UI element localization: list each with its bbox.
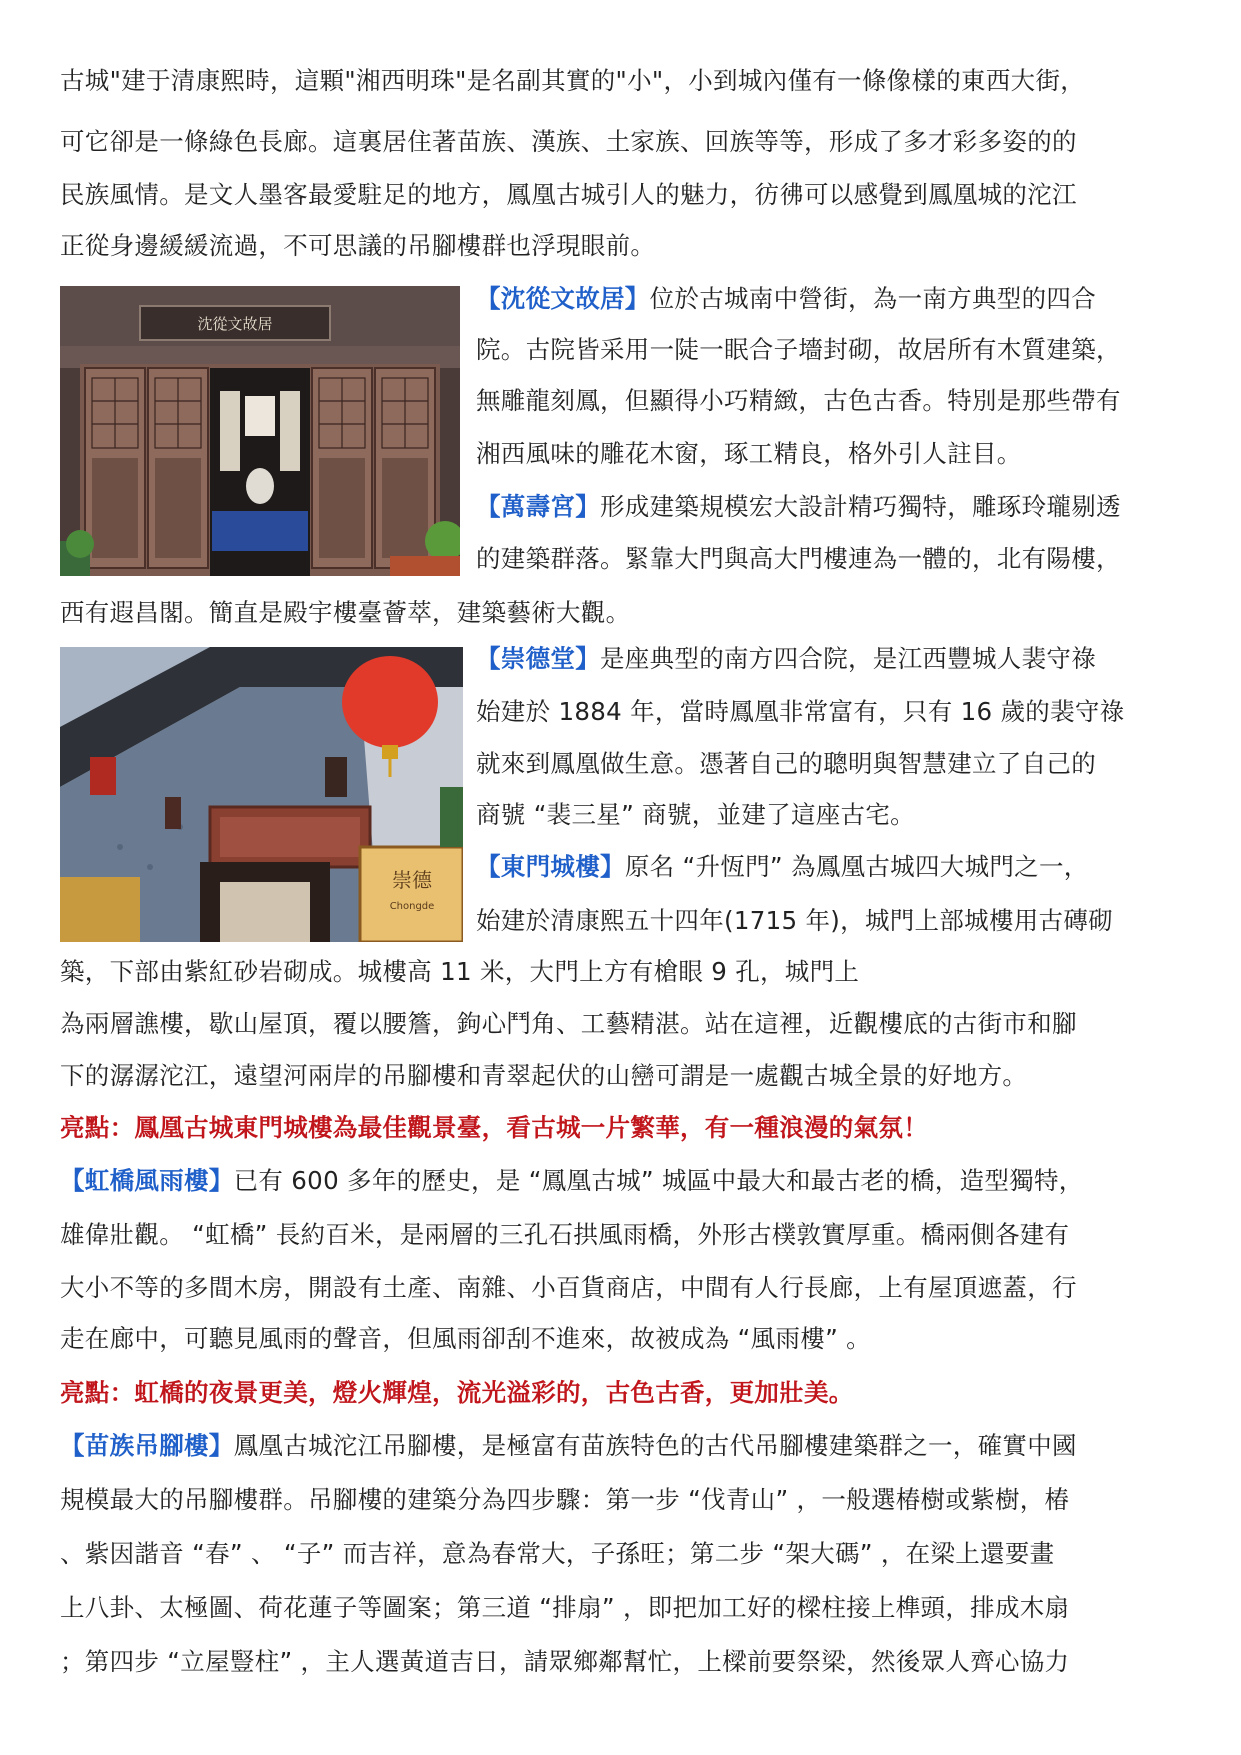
dongmen-line: 始建於清康熙五十四年(1715 年)，城門上部城樓用古磚砌	[476, 906, 1113, 935]
hongqiao-line: 走在廊中，可聽見風雨的聲音，但風雨卻刮不進來，故被成為 “風雨樓” 。	[60, 1324, 871, 1353]
hongqiao-line	[60, 1164, 1084, 1198]
intro-line: 民族風情。是文人墨客最愛駐足的地方，鳳凰古城引人的魅力，彷彿可以感覺到鳳凰城的沱江	[60, 180, 1077, 209]
wanshou-line: 西有遐昌閣。簡直是殿宇樓臺薈萃，建築藝術大觀。	[60, 598, 631, 627]
miao-line: ；第四步 “立屋豎柱” ，主人選黃道吉日，請眾鄉鄰幫忙，上樑前要祭梁，然後眾人齊心協力	[60, 1647, 1070, 1676]
dongmen-highlight: 亮點：鳳凰古城東門城樓為最佳觀景臺，看古城一片繁華，有一種浪漫的氣氛！	[60, 1113, 928, 1142]
shen-title: 【沈從文故居】	[476, 284, 650, 313]
chongde-text: 是座典型的南方四合院，是江西豐城人裴守祿	[600, 644, 1096, 673]
shen-line: 院。古院皆采用一陡一眠合子墻封砌，故居所有木質建築，	[476, 335, 1121, 364]
chongde-sign-en: Chongde	[389, 901, 435, 912]
wanshou-text: 形成建築規模宏大設計精巧獨特，雕琢玲瓏剔透	[600, 492, 1121, 521]
miao-line: 規模最大的吊腳樓群。吊腳樓的建築分為四步驟：第一步 “伐青山” ，一般選椿樹或紫樹，椿	[60, 1485, 1070, 1514]
intro-line: 可它卻是一條綠色長廊。這裏居住著苗族、漢族、土家族、回族等等，形成了多才彩多姿的的	[60, 127, 1077, 156]
dongmen-line: 下的潺潺沱江，遠望河兩岸的吊腳樓和青翠起伏的山巒可謂是一處觀古城全景的好地方。	[60, 1061, 1028, 1090]
wanshou-line: 的建築群落。緊靠大門與高大門樓連為一體的，北有陽樓，	[476, 544, 1121, 573]
miao-line: 、紫因諧音 “春” 、 “子” 而吉祥，意為春常大，子孫旺；第二步 “架大碼” ，在梁上還要畫	[60, 1539, 1055, 1568]
wanshou-title: 【萬壽宮】	[476, 492, 600, 521]
hongqiao-text: 已有 600 多年的歷史，是 “鳳凰古城” 城區中最大和最古老的橋，造型獨特，	[233, 1166, 1084, 1195]
hongqiao-title: 【虹橋風雨樓】	[60, 1166, 234, 1195]
miao-text: 鳳凰古城沱江吊腳樓，是極富有苗族特色的古代吊腳樓建築群之一，確實中國	[233, 1431, 1077, 1460]
chongde-title: 【崇德堂】	[476, 644, 600, 673]
shen-text: 位於古城南中營街，為一南方典型的四合	[649, 284, 1097, 313]
dongmen-line	[476, 850, 1089, 884]
residence-plaque: 沈從文故居	[197, 315, 273, 333]
miao-line	[60, 1429, 1077, 1463]
chongde-line: 就來到鳳凰做生意。憑著自己的聰明與智慧建立了自己的	[476, 749, 1096, 778]
shen-line: 湘西風味的雕花木窗，琢工精良，格外引人註目。	[476, 439, 1022, 468]
miao-title: 【苗族吊腳樓】	[60, 1431, 234, 1460]
chongde-hall-photo	[60, 647, 463, 942]
chongde-sign: 崇德	[392, 868, 432, 892]
hongqiao-line: 大小不等的多間木房，開設有土產、南雜、小百貨商店，中間有人行長廊，上有屋頂遮蓋，行	[60, 1273, 1077, 1302]
shen-congwen-residence-photo	[60, 286, 460, 576]
shen-line: 無雕龍刻鳳，但顯得小巧精緻，古色古香。特別是那些帶有	[476, 386, 1121, 415]
chongde-line	[476, 642, 1096, 676]
shen-line	[476, 282, 1096, 316]
intro-line: 古城"建于清康熙時，這顆"湘西明珠"是名副其實的"小"，小到城內僅有一條像樣的東西大街，	[60, 66, 1086, 95]
chongde-line: 商號 “裴三星” 商號，並建了這座古宅。	[476, 800, 915, 829]
wanshou-line	[476, 490, 1121, 524]
intro-line: 正從身邊緩緩流過，不可思議的吊腳樓群也浮現眼前。	[60, 231, 656, 260]
hongqiao-highlight: 亮點：虹橋的夜景更美，燈火輝煌，流光溢彩的，古色古香，更加壯美。	[60, 1378, 854, 1407]
hongqiao-line: 雄偉壯觀。 “虹橋” 長約百米，是兩層的三孔石拱風雨橋，外形古樸敦實厚重。橋兩側各建有	[60, 1220, 1070, 1249]
dongmen-line: 為兩層譙樓，歇山屋頂，覆以腰簷，鉤心鬥角、工藝精湛。站在這裡，近觀樓底的古街市和腳	[60, 1009, 1077, 1038]
miao-line: 上八卦、太極圖、荷花蓮子等圖案；第三道 “排扇” ，即把加工好的樑柱接上榫頭，排成木扇	[60, 1593, 1070, 1622]
dongmen-line: 築，下部由紫紅砂岩砌成。城樓高 11 米，大門上方有槍眼 9 孔，城門上	[60, 957, 860, 986]
chongde-line: 始建於 1884 年，當時鳳凰非常富有，只有 16 歲的裴守祿	[476, 697, 1125, 726]
dongmen-text: 原名 “升恆門” 為鳳凰古城四大城門之一，	[624, 852, 1089, 881]
dongmen-title: 【東門城樓】	[476, 852, 625, 881]
